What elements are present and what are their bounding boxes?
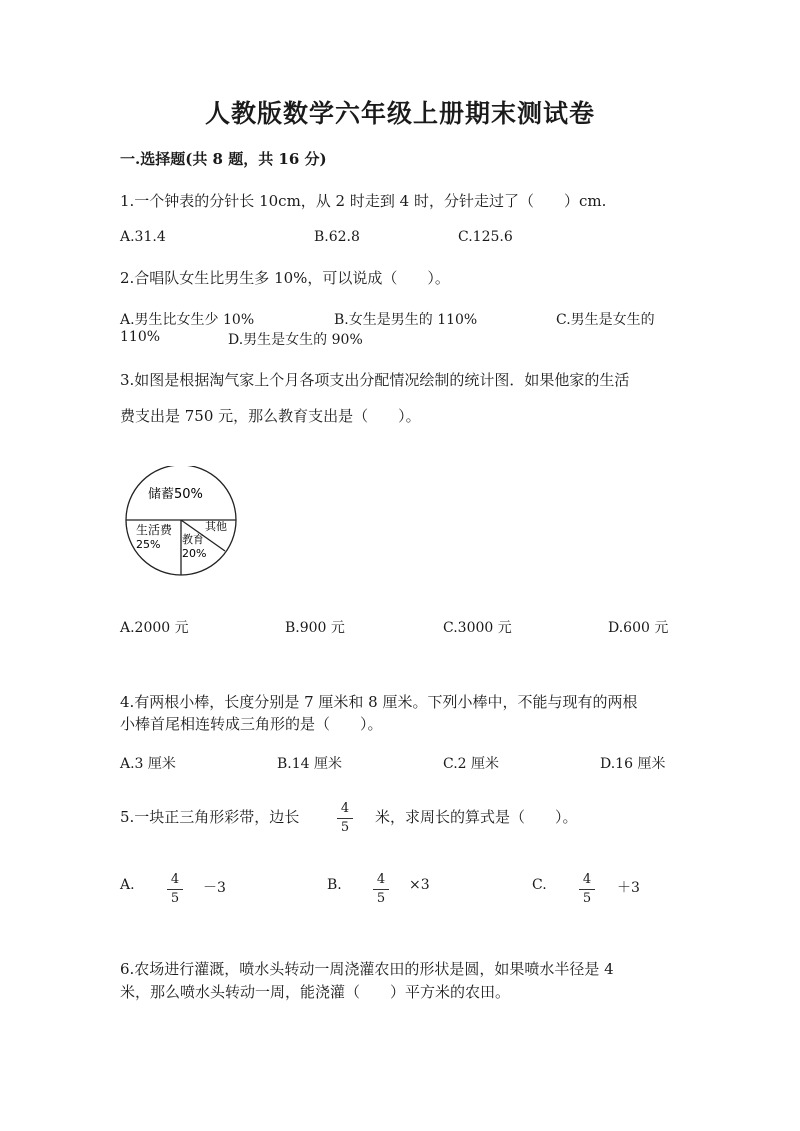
q5-option-c-op: ＋3	[617, 880, 640, 896]
pie-label-education: 教育	[182, 533, 204, 546]
q5-option-b-label: B.	[327, 877, 342, 893]
question-3-text-line1: 3.如图是根据淘气家上个月各项支出分配情况绘制的统计图．如果他家的生活	[120, 371, 630, 389]
q5-option-a-op: －3	[203, 880, 226, 896]
q3-option-b: B.900 元	[285, 620, 345, 636]
q2-option-b: B.女生是男生的 110%	[334, 312, 478, 328]
page-title: 人教版数学六年级上册期末测试卷	[204, 99, 595, 128]
question-4-text-line2: 小棒首尾相连转成三角形的是（ ）。	[120, 715, 383, 733]
section-header: 一.选择题(共 8 题，共 16 分)	[120, 150, 327, 168]
q5-option-b-fraction: 4 5	[371, 872, 391, 907]
q2-option-a: A.男生比女生少 10%	[120, 312, 255, 328]
pie-value-education: 20%	[182, 547, 207, 560]
pie-label-living: 生活费	[136, 523, 173, 537]
question-4-text-line1: 4.有两根小棒，长度分别是 7 厘米和 8 厘米。下列小棒中，不能与现有的两根	[120, 693, 638, 711]
q5-option-a-label: A.	[120, 877, 135, 893]
q2-option-c: C.男生是女生的	[556, 312, 655, 328]
question-2-text: 2.合唱队女生比男生多 10%，可以说成（ ）。	[120, 269, 450, 287]
q2-option-d: D.男生是女生的 90%	[228, 332, 363, 348]
question-6-text-line2: 米，那么喷水头转动一周，能浇灌（ ）平方米的农田。	[120, 983, 511, 1001]
question-5-text-before: 5.一块正三角形彩带，边长	[120, 808, 300, 826]
q3-option-d: D.600 元	[608, 620, 669, 636]
pie-value-living: 25%	[136, 538, 161, 551]
q5-option-c-fraction: 4 5	[577, 872, 597, 907]
q5-option-c-label: C.	[532, 877, 547, 893]
expense-pie-chart	[122, 466, 242, 576]
question-1-text: 1.一个钟表的分针长 10cm，从 2 时走到 4 时，分针走过了（ ）cm.	[120, 192, 607, 210]
pie-label-savings: 储蓄50%	[148, 487, 203, 502]
q1-option-c: C.125.6	[458, 229, 513, 245]
q5-fraction-numerator: 4	[340, 801, 350, 816]
q5-option-b-op: ×3	[409, 877, 430, 893]
pie-label-other: 其他	[205, 520, 227, 533]
question-6-text-line1: 6.农场进行灌溉，喷水头转动一周浇灌农田的形状是圆，如果喷水半径是 4	[120, 960, 614, 978]
q5-fraction-denominator: 5	[340, 820, 350, 835]
question-5-text-after: 米，求周长的算式是（ ）。	[375, 808, 578, 826]
q4-option-c: C.2 厘米	[443, 756, 500, 772]
q4-option-b: B.14 厘米	[277, 756, 343, 772]
q3-option-a: A.2000 元	[120, 620, 189, 636]
q4-option-a: A.3 厘米	[120, 756, 176, 772]
q3-option-c: C.3000 元	[443, 620, 512, 636]
q1-option-b: B.62.8	[314, 229, 360, 245]
q1-option-a: A.31.4	[120, 229, 166, 245]
q4-option-d: D.16 厘米	[600, 756, 666, 772]
q2-option-c-cont: 110%	[120, 329, 161, 345]
question-3-text-line2: 费支出是 750 元，那么教育支出是（ ）。	[120, 407, 421, 425]
q5-fraction	[335, 801, 355, 836]
q5-option-a-fraction: 4 5	[165, 872, 185, 907]
